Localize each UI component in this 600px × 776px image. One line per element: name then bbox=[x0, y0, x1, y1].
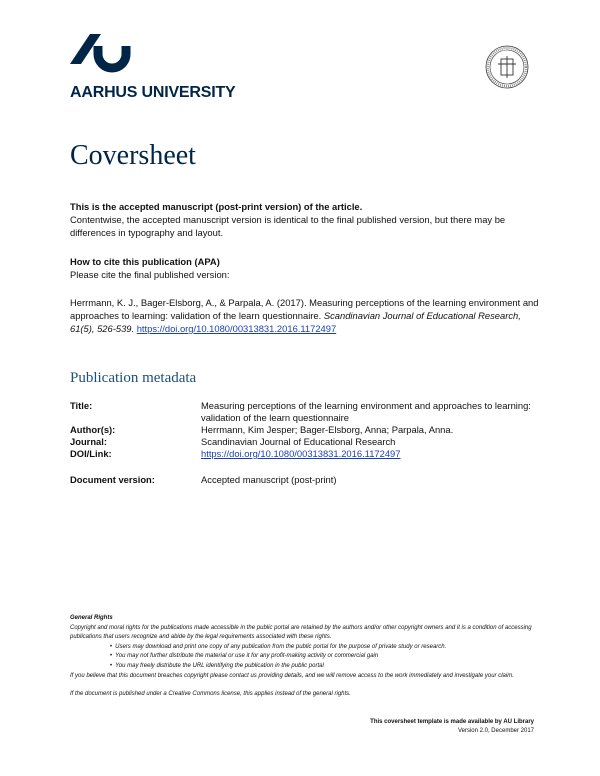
list-item: • You may freely distribute the URL identifying the publication in the public portal bbox=[110, 662, 540, 672]
metadata-authors-value: Herrmann, Kim Jesper; Bager-Elsborg, Anna; Parpala, Anna. bbox=[201, 424, 454, 435]
metadata-doi-link[interactable]: https://doi.org/10.1080/00313831.2016.1172497 bbox=[201, 448, 401, 459]
general-rights-heading: General Rights bbox=[70, 615, 113, 621]
metadata-table bbox=[70, 400, 540, 486]
manuscript-notice bbox=[70, 200, 540, 239]
footer-template-note: This coversheet template is made available by AU Library bbox=[370, 719, 534, 725]
metadata-version-value: Accepted manuscript (post-print) bbox=[201, 474, 337, 485]
metadata-title-value: Measuring perceptions of the learning environment and approaches to learning: validation of the learn questionnaire bbox=[201, 400, 531, 423]
metadata-authors-label: Author(s): bbox=[70, 424, 116, 435]
list-item: • You may not further distribute the material or use it for any profit-making activity or commercial gain bbox=[110, 652, 540, 662]
metadata-journal-label: Journal: bbox=[70, 436, 107, 447]
how-to-cite bbox=[70, 255, 540, 281]
metadata-journal-value: Scandinavian Journal of Educational Research bbox=[201, 436, 396, 447]
citation bbox=[70, 296, 540, 335]
metadata-row-authors bbox=[70, 424, 540, 436]
citation-journal: Scandinavian Journal of Educational Research, 61(5), 526-539. bbox=[70, 310, 521, 334]
metadata-row-version bbox=[70, 460, 540, 486]
metadata-row-doi bbox=[70, 448, 540, 460]
general-rights-intro: Copyright and moral rights for the publications made accessible in the public portal are retained by the authors and/or other copyright owners and it is a condition of accessing publications that users recognize and abide by the legal requirements associated with these rights. bbox=[70, 624, 532, 641]
how-to-cite-body: Please cite the final published version: bbox=[70, 269, 230, 280]
metadata-doi-label: DOI/Link: bbox=[70, 448, 112, 459]
citation-authors-title: Herrmann, K. J., Bager-Elsborg, A., & Parpala, A. (2017). Measuring perceptions of the learning environment and approaches to learning: validation of the learn questionnaire. bbox=[70, 297, 539, 321]
creative-commons-note: If the document is published under a Creative Commons license, this applies instead of the general rights. bbox=[70, 691, 351, 698]
university-seal-icon bbox=[484, 44, 530, 90]
general-rights bbox=[70, 614, 540, 700]
metadata-row-journal bbox=[70, 436, 540, 448]
aarhus-university-logo-icon bbox=[70, 34, 140, 76]
metadata-heading: Publication metadata bbox=[70, 370, 197, 386]
footer-version: Version 2.0, December 2017 bbox=[457, 728, 534, 734]
list-item: • Users may download and print one copy of any publication from the public portal for the purpose of private study or research. bbox=[110, 643, 540, 653]
metadata-title-label: Title: bbox=[70, 400, 93, 411]
general-rights-list bbox=[70, 643, 540, 672]
footer bbox=[370, 718, 534, 736]
metadata-version-label: Document version: bbox=[70, 474, 155, 485]
general-rights-breach: If you believe that this document breaches copyright please contact us providing details, and we will remove access to the work immediately and investigate your claim. bbox=[70, 672, 514, 679]
citation-doi-link[interactable]: https://doi.org/10.1080/00313831.2016.1172497 bbox=[136, 323, 337, 334]
page-title: Coversheet bbox=[70, 140, 196, 171]
university-name: AARHUS UNIVERSITY bbox=[70, 84, 236, 101]
metadata-row-title bbox=[70, 400, 540, 424]
how-to-cite-heading: How to cite this publication (APA) bbox=[70, 256, 220, 267]
manuscript-notice-body: Contentwise, the accepted manuscript version is identical to the final published version, but there may be differences in typography and layout. bbox=[70, 214, 506, 238]
manuscript-notice-heading: This is the accepted manuscript (post-print version) of the article. bbox=[70, 201, 363, 212]
